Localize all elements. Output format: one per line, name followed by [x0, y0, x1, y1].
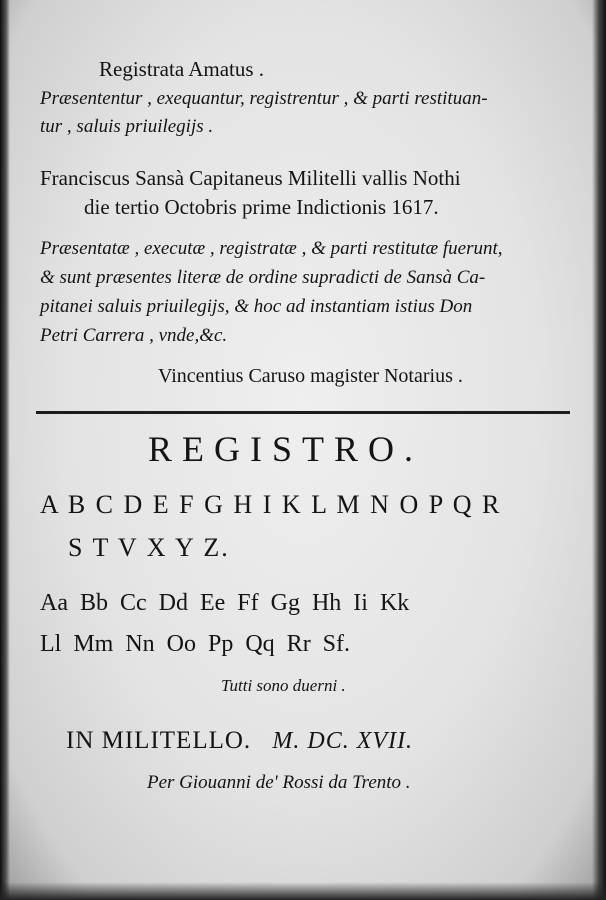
presententur-line-1: Præsententur , exequantur, registrentur , & parti restituan-: [40, 88, 488, 109]
franciscus-line-2: die tertio Octobris prime Indictionis 1617.: [84, 195, 439, 219]
franciscus-line-1: Franciscus Sansà Capitaneus Militelli vallis Nothi: [40, 166, 461, 190]
presentatae-line-4: Petri Carrera , vnde,&c.: [40, 325, 228, 346]
duerni-line: Tutti sono duerni .: [221, 676, 346, 695]
horizontal-rule: [36, 411, 570, 414]
imprint-line: [66, 727, 413, 755]
letter-pairs-line-1: Aa Bb Cc Dd Ee Ff Gg Hh Ii Kk: [40, 590, 410, 616]
alphabet-line-1: A B C D E F G H I K L M N O P Q R: [40, 490, 502, 519]
presentatae-line-2: & sunt præsentes literæ de ordine supradicti de Sansà Ca-: [40, 267, 486, 288]
imprint-place: IN MILITELLO.: [66, 727, 252, 754]
presentatae-line-3: pitanei saluis priuilegijs, & hoc ad instantiam istius Don: [40, 296, 473, 317]
printer-line: Per Giouanni de' Rossi da Trento .: [147, 772, 411, 793]
page-left-edge-shadow: [0, 0, 10, 900]
alphabet-line-2: S T V X Y Z.: [68, 533, 230, 562]
page-bottom-edge-shadow: [0, 882, 606, 900]
page-right-edge-shadow: [592, 0, 606, 900]
notarius-line: Vincentius Caruso magister Notarius .: [158, 365, 463, 387]
presentatae-line-1: Præsentatæ , executæ , registratæ , & parti restitutæ fuerunt,: [40, 238, 503, 259]
imprint-year: M. DC. XVII.: [272, 728, 414, 754]
presententur-line-2: tur , saluis priuilegijs .: [40, 116, 214, 137]
registrata-line: Registrata Amatus .: [99, 57, 265, 81]
letter-pairs-line-2: Ll Mm Nn Oo Pp Qq Rr Sf.: [40, 631, 351, 657]
registro-heading: REGISTRO.: [148, 429, 424, 469]
